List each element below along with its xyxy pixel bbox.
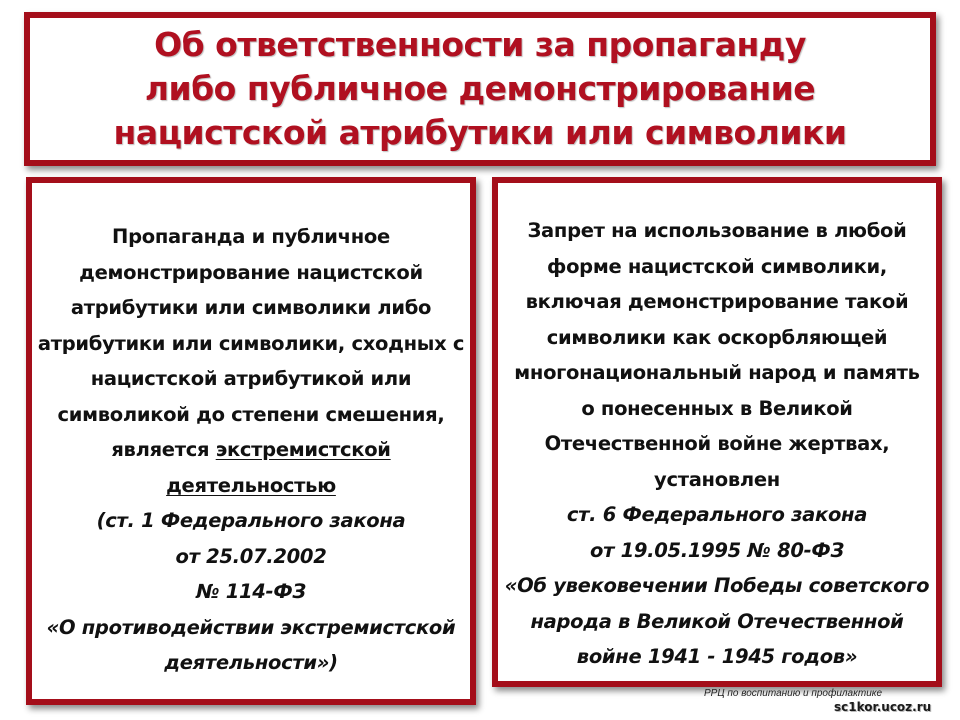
right-citation-line: войне 1941 - 1945 годов» [576, 645, 858, 668]
title-line-2: либо публичное демонстрирование [144, 69, 816, 108]
footer-note: РРЦ по воспитанию и профилактике [704, 688, 883, 699]
left-law-box [26, 177, 476, 705]
right-citation-line: от 19.05.1995 № 80-ФЗ [589, 538, 844, 562]
extremist-term: экстремистской [215, 438, 391, 461]
left-citation-line: деятельности») [164, 651, 338, 674]
left-text-line-extremist [32, 432, 470, 468]
left-citation-line: (ст. 1 Федерального закона [96, 509, 406, 532]
right-text-line: символики как оскорбляющей [546, 325, 888, 349]
left-citation-line: № 114-ФЗ [196, 580, 306, 603]
left-text-line: нацистской атрибутикой или [90, 367, 412, 390]
left-text-line: Пропаганда и публичное [112, 225, 390, 248]
right-text-line: Запрет на использование в любой [527, 219, 907, 242]
left-text-line: атрибутики или символики, сходных с [37, 331, 465, 355]
right-text-line: форме нацистской символики, [547, 254, 887, 278]
left-text-line: атрибутики или символики либо [70, 296, 432, 319]
right-citation-line: народа в Великой Отечественной [530, 609, 904, 633]
right-text-line: установлен [654, 467, 780, 491]
title-line-3: нацистской атрибутики или символики [113, 113, 847, 152]
footer-site-url: sc1kor.ucoz.ru [834, 700, 932, 714]
right-citation-line: «Об увековечении Победы советского [504, 574, 930, 597]
right-citation-line: ст. 6 Федерального закона [566, 503, 868, 526]
left-citation-line: «О противодействии экстремистской [46, 615, 456, 639]
left-law-text [32, 219, 470, 681]
title-box [24, 12, 936, 166]
title-line-1: Об ответственности за пропаганду [154, 25, 806, 64]
left-citation-line: от 25.07.2002 [175, 544, 327, 568]
right-text-line: о понесенных в Великой [581, 396, 853, 420]
left-text-line: демонстрирование нацистской [79, 260, 423, 284]
right-text-line: включая демонстрирование такой [525, 290, 909, 313]
right-law-box [492, 177, 942, 687]
right-law-text [498, 213, 936, 675]
right-text-line: многонациональный народ и память [514, 361, 920, 384]
right-text-line: Отечественной войне жертвах, [544, 432, 890, 455]
left-text-line-activity [32, 468, 470, 504]
activity-term: деятельностью [166, 473, 336, 497]
left-text-line: символикой до степени смешения, [57, 402, 445, 426]
is-phrase: является [111, 438, 216, 461]
